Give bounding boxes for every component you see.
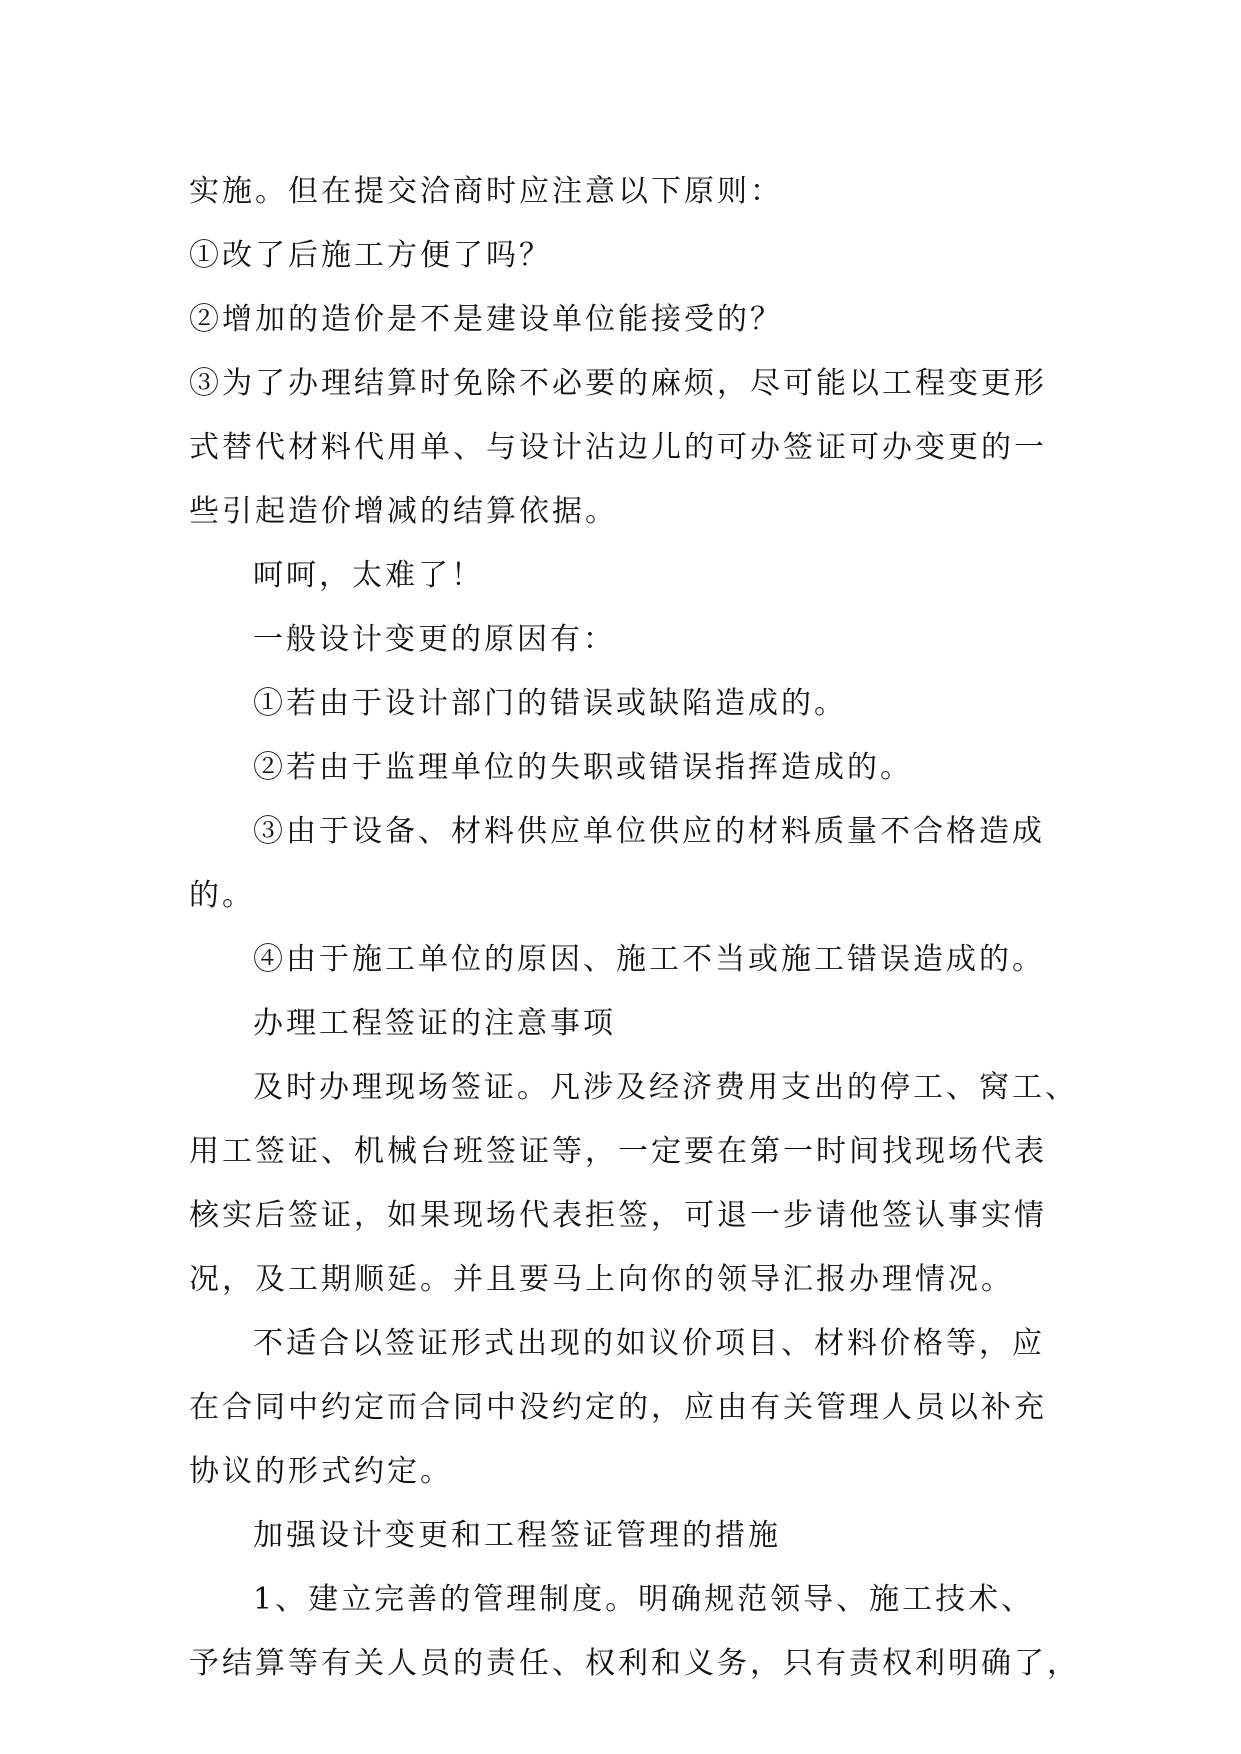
text-line: 及时办理现场签证。凡涉及经济费用支出的停工、窝工、 [253,1070,1078,1105]
text-line: ②增加的造价是不是建设单位能接受的？ [189,302,783,337]
text-line: 用工签证、机械台班签证等，一定要在第一时间找现场代表 [189,1134,1047,1169]
text-line: 予结算等有关人员的责任、权利和义务，只有责权利明确了， [189,1646,1080,1681]
text-line: 协议的形式约定。 [189,1454,453,1489]
section-heading: 办理工程签证的注意事项 [253,1006,616,1041]
text-line: ③为了办理结算时免除不必要的麻烦，尽可能以工程变更形 [189,366,1047,401]
text-line: 况，及工期顺延。并且要马上向你的领导汇报办理情况。 [189,1262,1014,1297]
text-line: 些引起造价增减的结算依据。 [189,494,618,529]
list-item: ③由于设备、材料供应单位供应的材料质量不合格造成 [253,814,1045,849]
text-line: 的。 [189,878,255,913]
list-item: ④由于施工单位的原因、施工不当或施工错误造成的。 [253,942,1045,977]
document-body [189,160,1080,1696]
text-line: 1、建立完善的管理制度。明确规范领导、施工技术、 [253,1582,1035,1617]
text-line: 实施。但在提交洽商时应注意以下原则： [189,174,783,209]
text-line: ①改了后施工方便了吗？ [189,238,552,273]
list-item: ②若由于监理单位的失职或错误指挥造成的。 [253,750,913,785]
text-line: 式替代材料代用单、与设计沾边儿的可办签证可办变更的一 [189,430,1047,465]
text-line: 核实后签证，如果现场代表拒签，可退一步请他签认事实情 [189,1198,1047,1233]
section-heading: 加强设计变更和工程签证管理的措施 [253,1518,781,1553]
text-line: 呵呵，太难了！ [253,558,484,593]
text-line: 不适合以签证形式出现的如议价项目、材料价格等，应 [253,1326,1045,1361]
section-heading: 一般设计变更的原因有： [253,622,616,657]
list-item: ①若由于设计部门的错误或缺陷造成的。 [253,686,847,721]
text-line: 在合同中约定而合同中没约定的，应由有关管理人员以补充 [189,1390,1047,1425]
